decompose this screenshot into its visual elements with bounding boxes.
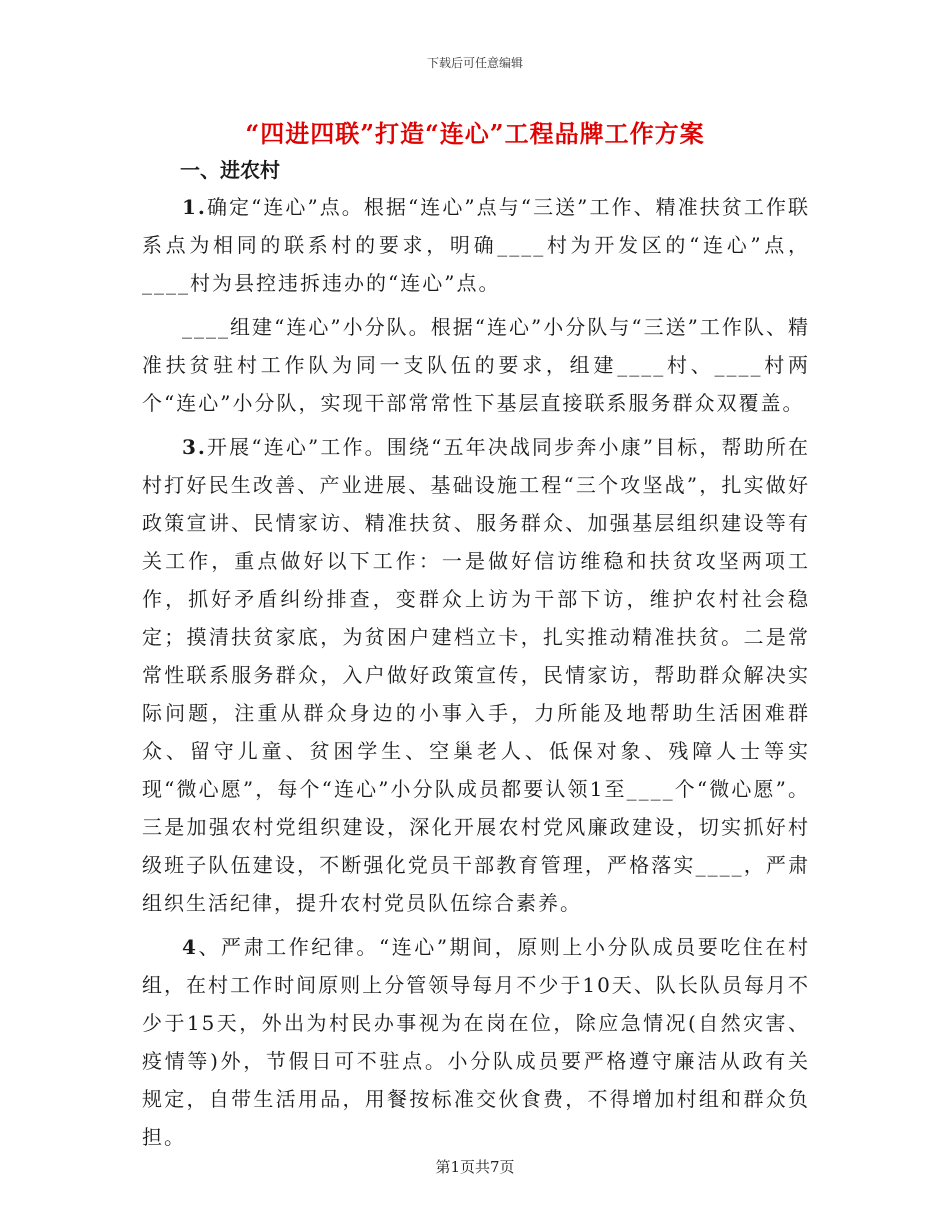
paragraph-4: [142, 928, 810, 1156]
paragraph-number: 1.: [182, 195, 207, 219]
paragraph-number: 4: [182, 935, 198, 959]
paragraph-text: 开展“连心”工作。围绕“五年决战同步奔小康”目标，帮助所在村打好民生改善、产业进展、基础设施工程“三个攻坚战”，扎实做好政策宣讲、民情家访、精准扶贫、服务群众、加强基层组织建设等有关工作，重点做好以下工作：一是做好信访维稳和扶贫攻坚两项工作，抓好矛盾纠纷排查，变群众上访为干部下访，维护农村社会稳定；摸清扶贫家底，为贫困户建档立卡，扎实推动精准扶贫。二是常常性联系服务群众，入户做好政策宣传，民情家访，帮助群众解决实际问题，注重从群众身边的小事入手，力所能及地帮助生活困难群众、留守儿童、贫困学生、空巢老人、低保对象、残障人士等实现“微心愿”，每个“连心”小分队成员都要认领1至____个“微心愿”。三是加强农村党组织建设，深化开展农村党风廉政建设，切实抓好村级班子队伍建设，不断强化党员干部教育管理，严格落实____，严肃组织生活纪律，提升农村党员队伍综合素养。: [142, 435, 810, 915]
paragraph-text: ____组建“连心”小分队。根据“连心”小分队与“三送”工作队、精准扶贫驻村工作队为同一支队伍的要求，组建____村、____村两个“连心”小分队，实现干部常常性下基层直接联系服务群众双覆盖。: [142, 315, 810, 415]
paragraph-3: [142, 428, 810, 922]
page-footer: 第1页共7页: [435, 1158, 515, 1176]
header-note: 下载后可任意编辑: [426, 56, 523, 70]
section-heading: 一、进农村: [180, 158, 280, 182]
paragraph-text: 确定“连心”点。根据“连心”点与“三送”工作、精准扶贫工作联系点为相同的联系村的要求，明确____村为开发区的“连心”点，____村为县控违拆违办的“连心”点。: [142, 195, 810, 295]
paragraph-2: [142, 308, 810, 422]
paragraph-text: 、严肃工作纪律。“连心”期间，原则上小分队成员要吃住在村组，在村工作时间原则上分管领导每月不少于10天、队长队员每月不少于15天，外出为村民办事视为在岗在位，除应急情况(自然灾害、疫情等)外，节假日可不驻点。小分队成员要严格遵守廉洁从政有关规定，自带生活用品，用餐按标准交伙食费，不得增加村组和群众负担。: [142, 935, 810, 1149]
document-title: “四进四联”打造“连心”工程品牌工作方案: [245, 119, 705, 148]
document-body: [142, 152, 810, 1162]
paragraph-number: 3.: [182, 435, 207, 459]
paragraph-1: [142, 188, 810, 302]
